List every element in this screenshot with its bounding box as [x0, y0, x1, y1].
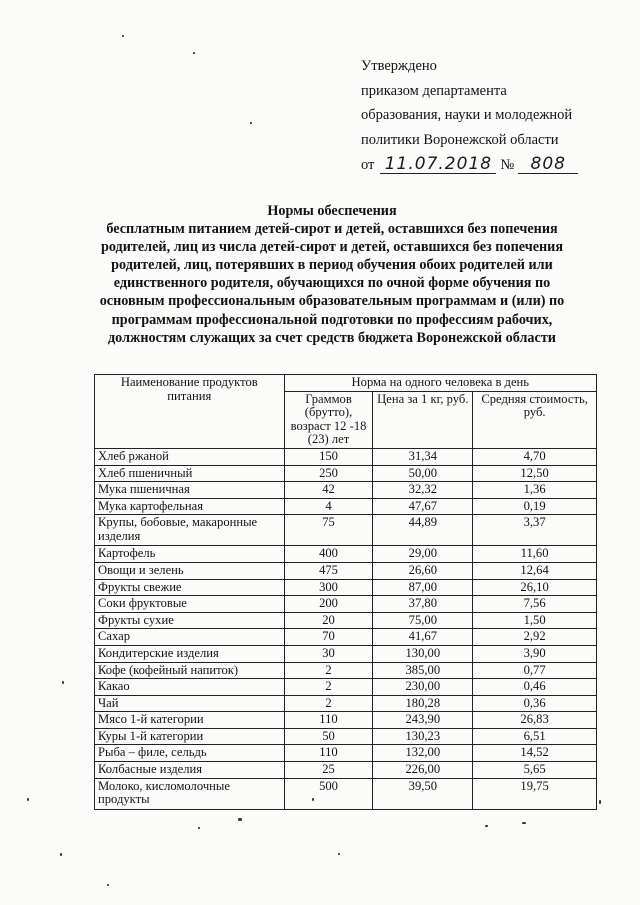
table-row — [95, 778, 597, 809]
approval-line: политики Воронежской области — [361, 131, 559, 148]
column-header-name: Наименование продуктов питания — [95, 375, 285, 449]
title-line: родителей, лиц из числа детей-сирот и детей, оставшихся без попечения — [100, 239, 564, 256]
handwritten-number: 808 — [518, 155, 578, 174]
table-row — [95, 679, 597, 696]
cell-product-name: Куры 1-й категории — [95, 728, 285, 745]
approval-line: приказом департамента — [361, 82, 507, 99]
cell-cost: 0,19 — [473, 498, 597, 515]
cell-price: 26,60 — [373, 562, 473, 579]
cell-grams: 75 — [284, 515, 373, 546]
cell-grams: 30 — [284, 645, 373, 662]
column-header-cost: Средняя стоимость, руб. — [473, 391, 597, 448]
cell-product-name: Фрукты свежие — [95, 579, 285, 596]
cell-price: 226,00 — [373, 762, 473, 779]
cell-product-name: Молоко, кисломолочные продукты — [95, 778, 285, 809]
column-header-grams: Граммов (брутто), возраст 12 -18 (23) лет — [284, 391, 373, 448]
cell-cost: 2,92 — [473, 629, 597, 646]
title-line: родителей, лиц, потерявших в период обучения обоих родителей или — [111, 257, 553, 274]
table-row — [95, 448, 597, 465]
table-row — [95, 762, 597, 779]
table-row — [95, 482, 597, 499]
cell-price: 243,90 — [373, 712, 473, 729]
cell-product-name: Чай — [95, 695, 285, 712]
table-row — [95, 629, 597, 646]
cell-cost: 26,83 — [473, 712, 597, 729]
approval-stamp — [361, 54, 611, 178]
cell-grams: 50 — [284, 728, 373, 745]
cell-product-name: Мука картофельная — [95, 498, 285, 515]
cell-cost: 12,64 — [473, 562, 597, 579]
cell-cost: 5,65 — [473, 762, 597, 779]
cell-product-name: Сахар — [95, 629, 285, 646]
cell-grams: 2 — [284, 695, 373, 712]
table-row — [95, 712, 597, 729]
cell-price: 44,89 — [373, 515, 473, 546]
cell-price: 39,50 — [373, 778, 473, 809]
approval-date-line — [361, 153, 611, 178]
cell-price: 75,00 — [373, 612, 473, 629]
cell-cost: 1,50 — [473, 612, 597, 629]
cell-product-name: Мясо 1-й категории — [95, 712, 285, 729]
cell-grams: 110 — [284, 745, 373, 762]
title-line: программам профессиональной подготовки по профессиям рабочих, — [111, 311, 553, 328]
cell-grams: 500 — [284, 778, 373, 809]
cell-cost: 26,10 — [473, 579, 597, 596]
cell-price: 230,00 — [373, 679, 473, 696]
cell-cost: 3,90 — [473, 645, 597, 662]
table-row — [95, 596, 597, 613]
cell-price: 47,67 — [373, 498, 473, 515]
norms-table — [94, 374, 597, 810]
cell-price: 87,00 — [373, 579, 473, 596]
cell-product-name: Хлеб пшеничный — [95, 465, 285, 482]
cell-product-name: Крупы, бобовые, макаронные изделия — [95, 515, 285, 546]
cell-grams: 250 — [284, 465, 373, 482]
cell-grams: 20 — [284, 612, 373, 629]
approval-line: образования, науки и молодежной — [361, 107, 573, 123]
cell-product-name: Овощи и зелень — [95, 562, 285, 579]
table-row — [95, 695, 597, 712]
cell-grams: 42 — [284, 482, 373, 499]
cell-product-name: Соки фруктовые — [95, 596, 285, 613]
cell-price: 130,00 — [373, 645, 473, 662]
table-body — [95, 448, 597, 809]
cell-product-name: Фрукты сухие — [95, 612, 285, 629]
cell-price: 32,32 — [373, 482, 473, 499]
cell-cost: 3,37 — [473, 515, 597, 546]
cell-price: 180,28 — [373, 695, 473, 712]
cell-grams: 110 — [284, 712, 373, 729]
cell-cost: 19,75 — [473, 778, 597, 809]
cell-grams: 2 — [284, 679, 373, 696]
cell-cost: 12,50 — [473, 465, 597, 482]
approval-line: Утверждено — [361, 58, 437, 74]
cell-cost: 4,70 — [473, 448, 597, 465]
cell-price: 29,00 — [373, 546, 473, 563]
cell-product-name: Колбасные изделия — [95, 762, 285, 779]
cell-product-name: Рыба – филе, сельдь — [95, 745, 285, 762]
cell-grams: 475 — [284, 562, 373, 579]
cell-product-name: Картофель — [95, 546, 285, 563]
cell-price: 132,00 — [373, 745, 473, 762]
cell-cost: 6,51 — [473, 728, 597, 745]
cell-grams: 4 — [284, 498, 373, 515]
cell-price: 385,00 — [373, 662, 473, 679]
number-sign: № — [500, 157, 515, 173]
date-prefix: от — [361, 157, 375, 173]
column-group-header: Норма на одного человека в день — [284, 375, 596, 392]
table-row — [95, 515, 597, 546]
table-row — [95, 546, 597, 563]
cell-price: 41,67 — [373, 629, 473, 646]
column-header-price: Цена за 1 кг, руб. — [373, 391, 473, 448]
cell-grams: 2 — [284, 662, 373, 679]
cell-price: 31,34 — [373, 448, 473, 465]
document-title — [72, 202, 592, 347]
table-row — [95, 728, 597, 745]
cell-grams: 70 — [284, 629, 373, 646]
cell-grams: 400 — [284, 546, 373, 563]
cell-grams: 300 — [284, 579, 373, 596]
cell-price: 37,80 — [373, 596, 473, 613]
cell-grams: 200 — [284, 596, 373, 613]
table-row — [95, 745, 597, 762]
table-row — [95, 662, 597, 679]
cell-cost: 1,36 — [473, 482, 597, 499]
title-line: должностям служащих за счет средств бюджета Воронежской области — [108, 329, 556, 346]
table-row — [95, 465, 597, 482]
cell-grams: 25 — [284, 762, 373, 779]
cell-product-name: Мука пшеничная — [95, 482, 285, 499]
cell-cost: 7,56 — [473, 596, 597, 613]
cell-product-name: Хлеб ржаной — [95, 448, 285, 465]
table-row — [95, 562, 597, 579]
cell-price: 130,23 — [373, 728, 473, 745]
cell-cost: 0,77 — [473, 662, 597, 679]
title-line: единственного родителя, обучающихся по очной форме обучения по — [113, 275, 551, 292]
table-row — [95, 498, 597, 515]
handwritten-date: 11.07.2018 — [380, 155, 496, 174]
title-line: бесплатным питанием детей-сирот и детей, оставшихся без попечения — [106, 221, 558, 238]
cell-cost: 14,52 — [473, 745, 597, 762]
cell-grams: 150 — [284, 448, 373, 465]
cell-cost: 11,60 — [473, 546, 597, 563]
table-row — [95, 612, 597, 629]
title-line: основным профессиональным образовательным программам и (или) по — [99, 293, 565, 310]
table-row — [95, 579, 597, 596]
cell-cost: 0,46 — [473, 679, 597, 696]
title-heading: Нормы обеспечения — [267, 203, 397, 219]
table-row — [95, 645, 597, 662]
cell-cost: 0,36 — [473, 695, 597, 712]
cell-product-name: Какао — [95, 679, 285, 696]
cell-product-name: Кондитерские изделия — [95, 645, 285, 662]
cell-product-name: Кофе (кофейный напиток) — [95, 662, 285, 679]
cell-price: 50,00 — [373, 465, 473, 482]
